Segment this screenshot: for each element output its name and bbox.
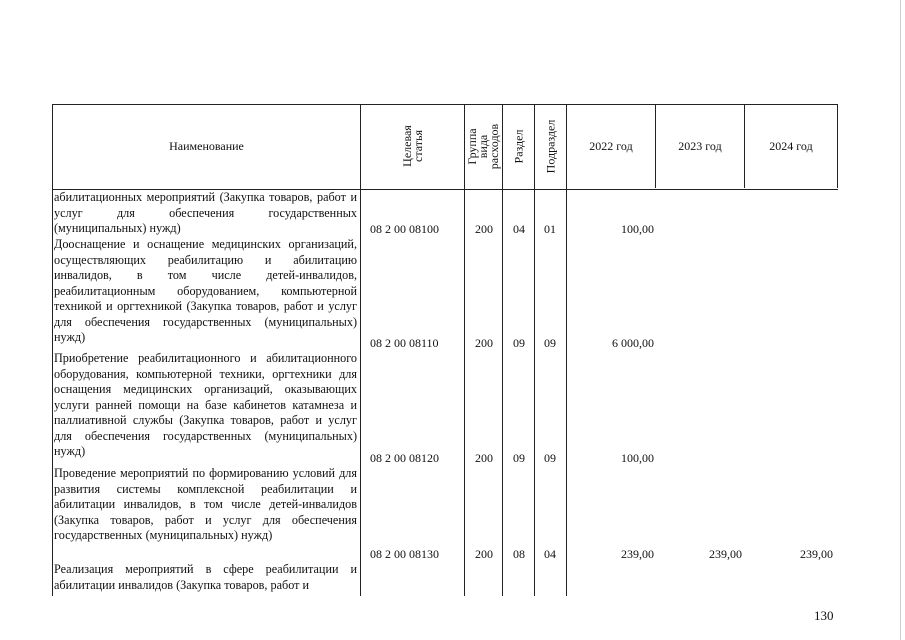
row-subsection: 04 xyxy=(544,547,556,561)
header-subsection xyxy=(535,104,566,188)
row-name: Приобретение реабилитационного и абилитационного оборудования, компьютерной техники, оргтехники для оснащения медицинских организаций, оказывающих услуги ранней помощи на базе кабинетов катамнеза и паллиативной службы (Закупка товаров, работ и услуг для обеспечения государственных (муниципальных) нужд) xyxy=(54,351,357,458)
page-number: 130 xyxy=(814,608,834,623)
header-section xyxy=(503,104,534,188)
row-amount-2023: 239,00 xyxy=(709,547,742,561)
header-name xyxy=(53,104,360,188)
row-section: 04 xyxy=(513,222,525,236)
row-name: абилитационных мероприятий (Закупка товаров, работ и услуг для обеспечения государственных (муниципальных) нужд) xyxy=(54,190,357,235)
row-amount-2022: 239,00 xyxy=(621,547,654,561)
header-target-label: Целевая статья xyxy=(399,125,425,167)
row-group: 200 xyxy=(475,547,493,561)
page-edge-line xyxy=(900,0,901,640)
row-group: 200 xyxy=(475,336,493,350)
row-code: 08 2 00 08120 xyxy=(370,451,439,465)
row-section: 09 xyxy=(513,336,525,350)
row-subsection: 09 xyxy=(544,451,556,465)
row-name: Реализация мероприятий в сфере реабилитации и абилитации инвалидов (Закупка товаров, работ и xyxy=(54,562,357,592)
header-2023 xyxy=(656,104,744,188)
row-section: 08 xyxy=(513,547,525,561)
header-section-label: Раздел xyxy=(511,129,526,163)
row-group: 200 xyxy=(475,222,493,236)
header-name-label: Наименование xyxy=(169,138,244,153)
row-group: 200 xyxy=(475,451,493,465)
header-2023-label: 2023 год xyxy=(678,138,722,153)
row-code: 08 2 00 08130 xyxy=(370,547,439,561)
row-amount-2024: 239,00 xyxy=(800,547,833,561)
row-subsection: 01 xyxy=(544,222,556,236)
row-amount-2022: 6 000,00 xyxy=(612,336,654,350)
header-2022-label: 2022 год xyxy=(589,138,633,153)
header-target xyxy=(361,104,464,188)
budget-table xyxy=(52,104,838,596)
row-section: 09 xyxy=(513,451,525,465)
row-name: Дооснащение и оснащение медицинских организаций, осуществляющих реабилитацию и абилитацию инвалидов, в том числе детей-инвалидов, реабилитационным оборудованием, компьютерной техникой и оргтехникой (Закупка товаров, работ и услуг для обеспечения государственных (муниципальных) нужд) xyxy=(54,237,357,344)
header-subsection-label: Подраздел xyxy=(543,119,558,173)
grid-line xyxy=(837,104,838,188)
row-amount-2022: 100,00 xyxy=(621,451,654,465)
header-group xyxy=(465,104,502,188)
header-group-label: Группа вида расходов xyxy=(465,123,501,169)
header-2022 xyxy=(567,104,655,188)
row-code: 08 2 00 08100 xyxy=(370,222,439,236)
header-2024 xyxy=(745,104,837,188)
row-subsection: 09 xyxy=(544,336,556,350)
row-amount-2022: 100,00 xyxy=(621,222,654,236)
row-name: Проведение мероприятий по формированию условий для развития системы комплексной реабилитации и абилитации инвалидов, в том числе детей-инвалидов (Закупка товаров, работ и услуг для обеспечения государственных (муниципальных) нужд) xyxy=(54,466,357,542)
header-2024-label: 2024 год xyxy=(769,138,813,153)
row-code: 08 2 00 08110 xyxy=(370,336,439,350)
